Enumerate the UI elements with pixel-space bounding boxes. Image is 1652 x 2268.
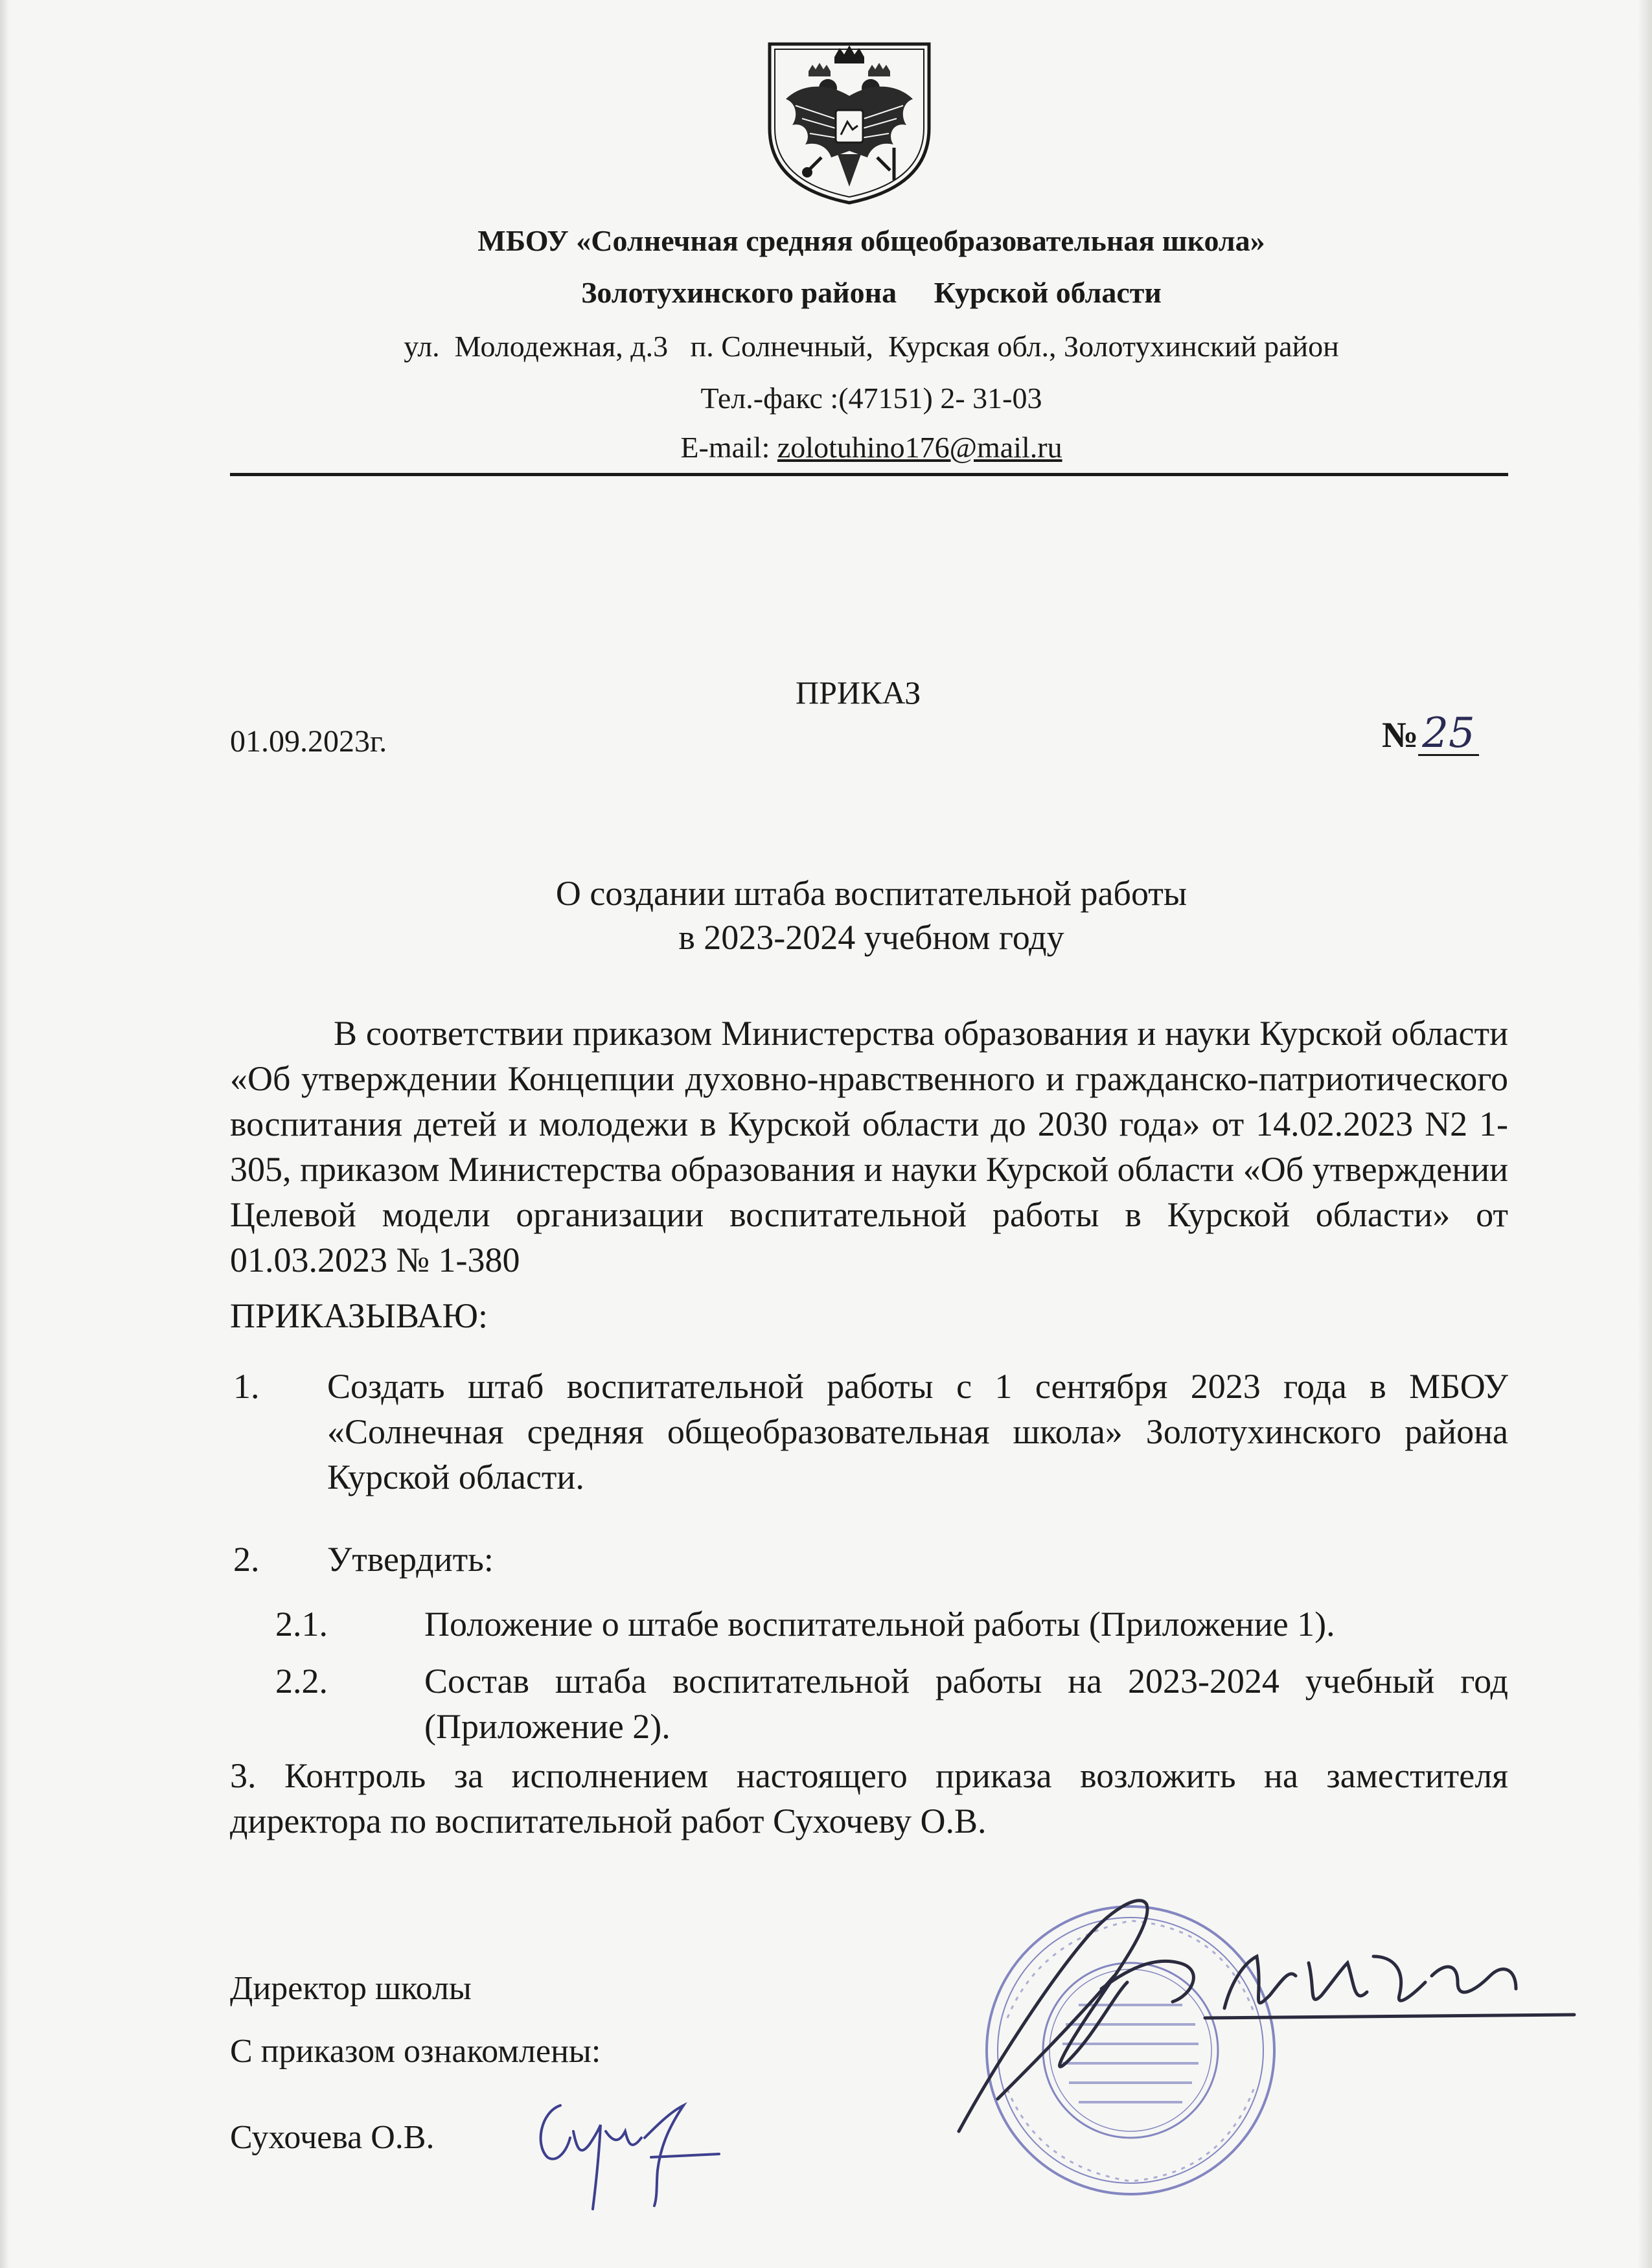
control-paragraph: 3. Контроль за исполнением настоящего приказа возложить на заместителя директора по воспитательной работ Сухочеву О.В.: [230, 1756, 1508, 1840]
email-link[interactable]: zolotuhino176@mail.ru: [777, 431, 1062, 464]
list-item-number: 2.: [233, 1540, 260, 1579]
list-item-number: 2.2.: [275, 1662, 328, 1701]
org-name: МБОУ «Солнечная средняя общеобразовательная школа»: [477, 224, 1265, 257]
list-item-text: Состав штаба воспитательной работы на 2023-2024 учебный год (Приложение 2).: [424, 1662, 1508, 1746]
org-region: Золотухинского района Курской области: [581, 276, 1162, 309]
org-email-line: [230, 430, 1513, 464]
scan-edge-left: [0, 0, 9, 2268]
person-name: Сухочева О.В.: [230, 2119, 435, 2156]
list-item-number: 1.: [233, 1367, 260, 1406]
subject-line-1: О создании штаба воспитательной работы: [555, 874, 1187, 913]
list-item-number: 2.1.: [275, 1605, 328, 1644]
number-prefix: №: [1382, 715, 1419, 755]
document-subject: [230, 871, 1513, 959]
director-signature: [920, 1866, 1581, 2144]
coat-of-arms-icon: [757, 38, 942, 207]
email-label: E-mail:: [680, 431, 777, 464]
preamble-paragraph: В соответствии приказом Министерства образования и науки Курской области «Об утверждении Концепции духовно-нравственного и гражданско-патриотического воспитания детей и молодежи в Курской области до 2030 года» от 14.02.2023 N2 1-305, приказом Министерства образования и науки Курской области «Об утверждении Целевой модели организации воспитательной работы в Курской области» от 01.03.2023 № 1-380: [230, 1014, 1508, 1279]
acquainted-label: С приказом ознакомлены:: [230, 2033, 601, 2070]
list-item-text: Создать штаб воспитательной работы с 1 сентября 2023 года в МБОУ «Солнечная средняя общеобразовательная школа» Золотухинского района Курской области.: [327, 1367, 1508, 1496]
org-address: ул. Молодежная, д.3 п. Солнечный, Курская обл., Золотухинский район: [404, 330, 1339, 363]
list-item-text: Утвердить:: [327, 1540, 494, 1579]
document-number: [1382, 709, 1479, 757]
number-value: 25: [1418, 713, 1478, 756]
header-divider: [230, 473, 1508, 476]
list-item-text: Положение о штабе воспитательной работы (Приложение 1).: [424, 1605, 1335, 1644]
director-label: Директор школы: [230, 1970, 472, 2007]
order-word: ПРИКАЗЫВАЮ:: [230, 1296, 488, 1335]
document-date: 01.09.2023г.: [230, 724, 387, 759]
scan-edge-right: [1638, 0, 1652, 2268]
subject-line-2: в 2023-2024 учебном году: [678, 918, 1064, 957]
person-signature: [528, 2086, 722, 2216]
org-phone: Тел.-факс :(47151) 2- 31-03: [700, 382, 1042, 415]
document-title: ПРИКАЗ: [796, 674, 921, 711]
